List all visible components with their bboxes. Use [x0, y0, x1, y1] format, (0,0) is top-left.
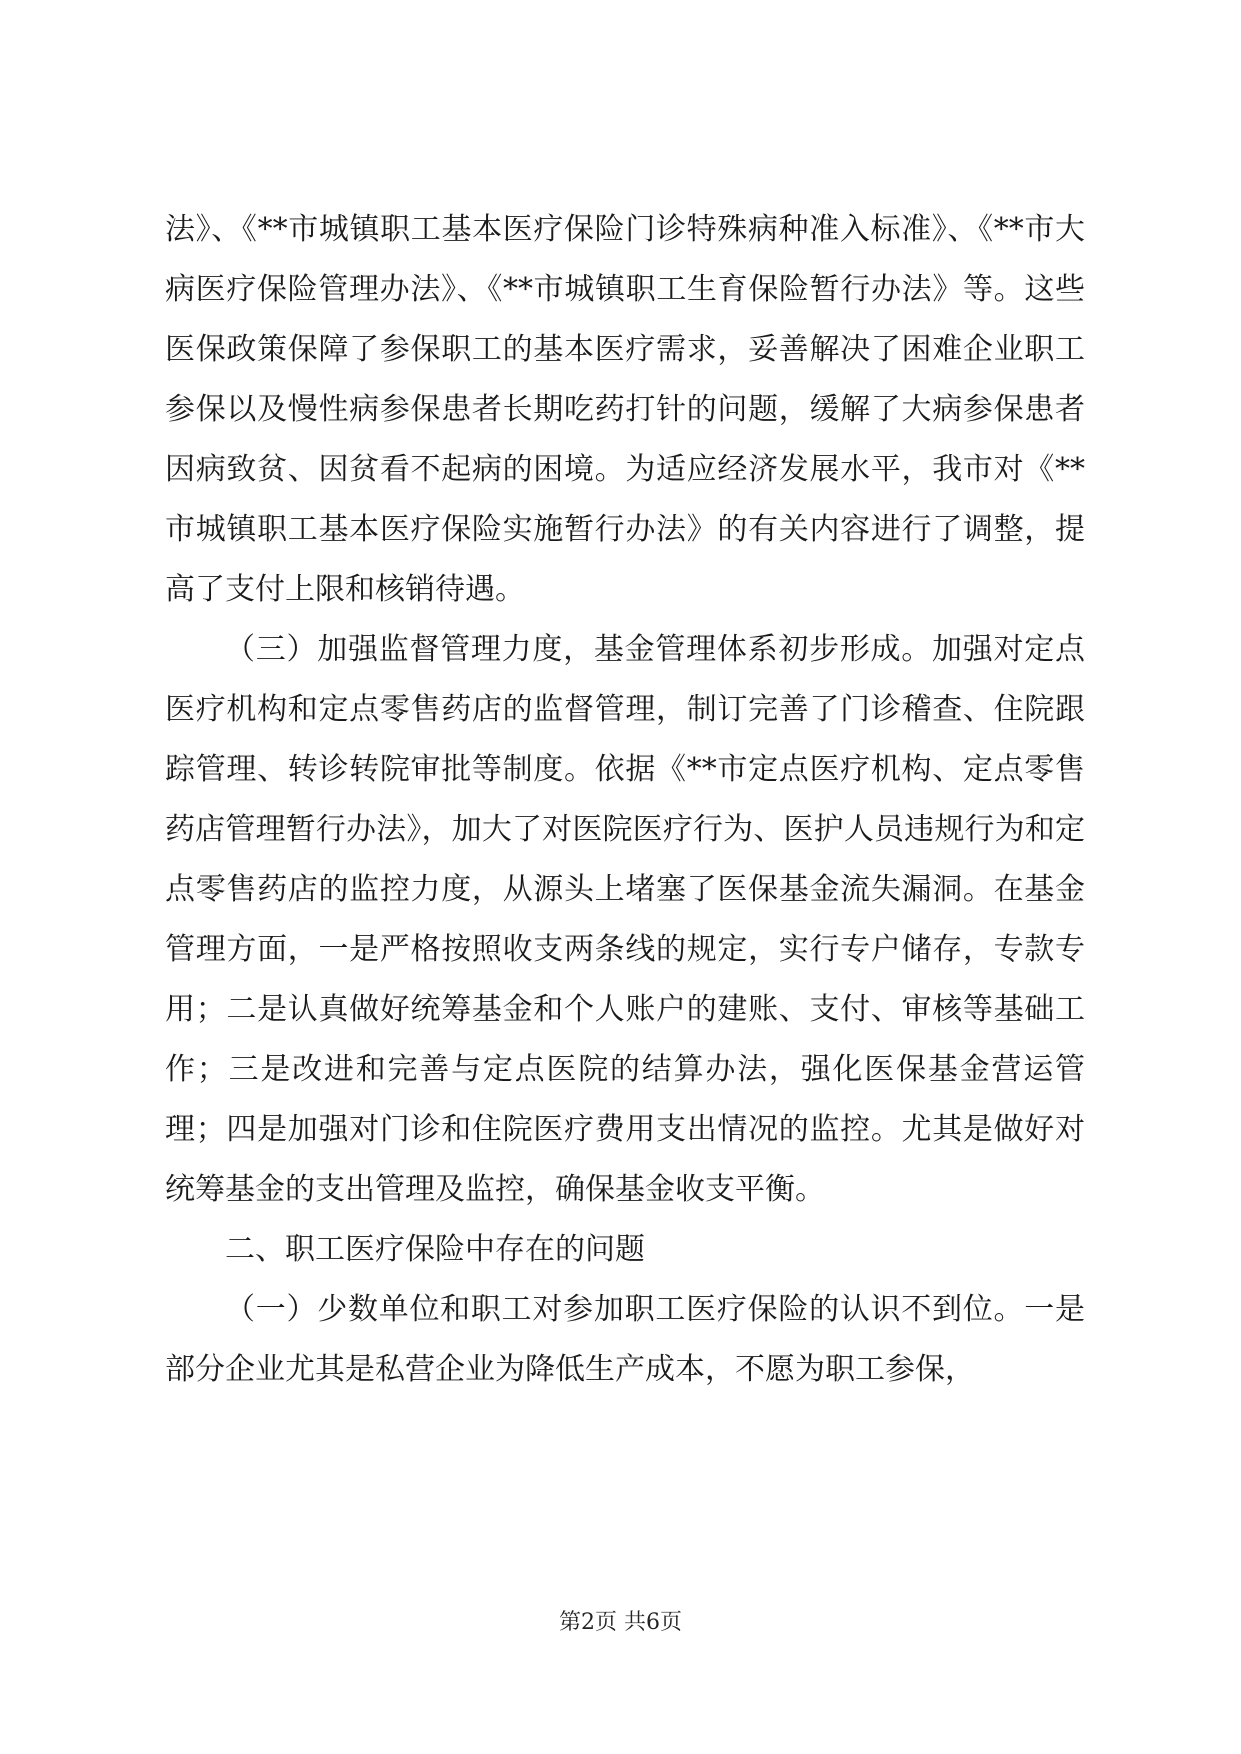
- section-heading-problems: 二、职工医疗保险中存在的问题: [225, 1232, 645, 1267]
- paragraph-continuation: 法》、《**市城镇职工基本医疗保险门诊特殊病种准入标准》、《**市大病医疗保险管理办法》、《**市城镇职工生育保险暂行办法》等。这些医保政策保障了参保职工的基本医疗需求，妥善解决了困难企业职工参保以及慢性病参保患者长期吃药打针的问题，缓解了大病参保患者因病致贫、因贫看不起病的困境。为适应经济发展水平，我市对《**市城镇职工基本医疗保险实施暂行办法》的有关内容进行了调整，提高了支付上限和核销待遇。: [165, 212, 1085, 607]
- paragraph-problem-one: （一）少数单位和职工对参加职工医疗保险的认识不到位。一是部分企业尤其是私营企业为降低生产成本，不愿为职工参保，: [165, 1292, 1085, 1387]
- paragraph-section-three: （三）加强监督管理力度，基金管理体系初步形成。加强对定点医疗机构和定点零售药店的监督管理，制订完善了门诊稽查、住院跟踪管理、转诊转院审批等制度。依据《**市定点医疗机构、定点零售药店管理暂行办法》，加大了对医院医疗行为、医护人员违规行为和定点零售药店的监控力度，从源头上堵塞了医保基金流失漏洞。在基金管理方面，一是严格按照收支两条线的规定，实行专户储存，专款专用；二是认真做好统筹基金和个人账户的建账、支付、审核等基础工作；三是改进和完善与定点医院的结算办法，强化医保基金营运管理；四是加强对门诊和住院医疗费用支出情况的监控。尤其是做好对统筹基金的支出管理及监控，确保基金收支平衡。: [165, 632, 1085, 1207]
- document-body: [165, 200, 1085, 1400]
- page-number-footer: 第2页 共6页: [559, 1610, 682, 1635]
